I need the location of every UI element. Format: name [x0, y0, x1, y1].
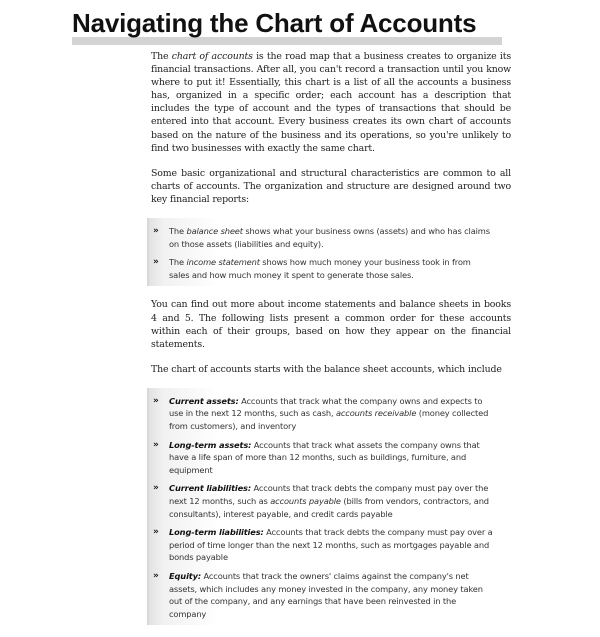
account-term: Long-term liabilities: — [169, 527, 264, 538]
accounts-list — [147, 388, 511, 626]
text-run: Accounts that track debts the company must pay over the next 12 months, such as — [169, 483, 489, 507]
double-chevron-icon: » — [153, 257, 159, 268]
emphasis-term: accounts payable — [270, 496, 341, 507]
double-chevron-icon: » — [153, 483, 159, 494]
text-run: (bills from vendors, contractors, and consultants), interest payable, and credit cards payable — [169, 496, 489, 519]
account-term: Current liabilities: — [169, 483, 252, 494]
emphasis-term: chart of accounts — [171, 51, 253, 62]
title-block — [72, 8, 502, 38]
reports-list — [147, 218, 511, 286]
double-chevron-icon: » — [153, 395, 159, 406]
content — [151, 50, 511, 637]
text-run: (money collected from customers), and inventory — [169, 408, 489, 432]
more-info-paragraph: You can find out more about income statements and balance sheets in books 4 and 5. The following lists present a common order for these accounts within each of their groups, based on how they appear on the financial statements. — [151, 299, 511, 350]
text-run: The — [169, 226, 187, 237]
list-item — [153, 570, 511, 620]
text-run: shows how much money your business took in from sales and how much money it spent to generate those sales. — [169, 257, 471, 280]
list-item-text — [169, 256, 511, 281]
list-item-text — [169, 482, 511, 520]
page-title: Navigating the Chart of Accounts — [72, 8, 477, 38]
emphasis-term: accounts receivable — [335, 408, 417, 419]
list-item — [153, 526, 511, 564]
emphasis-term: income statement — [186, 257, 260, 268]
list-item — [153, 395, 511, 433]
list-item — [153, 439, 511, 477]
emphasis-term: balance sheet — [186, 226, 243, 237]
title-underline-bar — [72, 37, 502, 45]
list-item-text — [169, 395, 511, 433]
text-run: Accounts that track what the company owns and expects to use in the next 12 months, such as cash, — [169, 395, 483, 419]
double-chevron-icon: » — [153, 527, 159, 538]
intro-paragraph — [151, 50, 511, 155]
balance-sheet-intro-paragraph: The chart of accounts starts with the balance sheet accounts, which include — [151, 363, 502, 375]
text-run: The — [169, 257, 187, 268]
text-run: shows what your business owns (assets) and who has claims on those assets (liabilities and equity). — [169, 226, 490, 249]
account-term: Current assets: — [169, 395, 239, 406]
list-item — [153, 482, 511, 520]
text-run: The — [151, 51, 172, 62]
account-term: Long-term assets: — [169, 439, 252, 450]
account-term: Equity: — [169, 571, 201, 581]
text-run: Accounts that track the owners' claims against the company's net assets, which includes any money invested in the company, any money taken out of the company, and any earnings that have been reinvested in the company — [169, 571, 483, 619]
list-item-text — [169, 526, 511, 564]
reports-intro-paragraph: Some basic organizational and structural characteristics are common to all charts of accounts. The organization and structure are designed around two key financial reports: — [151, 167, 511, 205]
list-item — [153, 256, 511, 281]
text-run: is the road map that a business creates to organize its financial transactions. After all, you can't record a transaction until you know where to put it! Essentially, this chart is a list of all the accounts a business has, organized in a specific order; each account has a description that includes the type of account and the types of transactions that should be entered into that account. Every business creates its own chart of accounts based on the nature of the business and its operations, so you're unlikely to find two businesses with exactly the same chart. — [151, 51, 511, 154]
list-item-text — [169, 225, 511, 250]
double-chevron-icon: » — [153, 571, 159, 581]
double-chevron-icon: » — [153, 439, 159, 450]
text-run: Accounts that track what assets the company owns that have a life span of more than 12 months, such as buildings, furniture, and equipment — [169, 439, 480, 475]
list-item-text — [169, 570, 511, 620]
list-item-text — [169, 439, 511, 477]
list-item — [153, 225, 511, 250]
text-run: Accounts that track debts the company must pay over a period of time longer than the next 12 months, such as mortgages payable and bonds payable — [169, 527, 493, 563]
double-chevron-icon: » — [153, 226, 159, 237]
